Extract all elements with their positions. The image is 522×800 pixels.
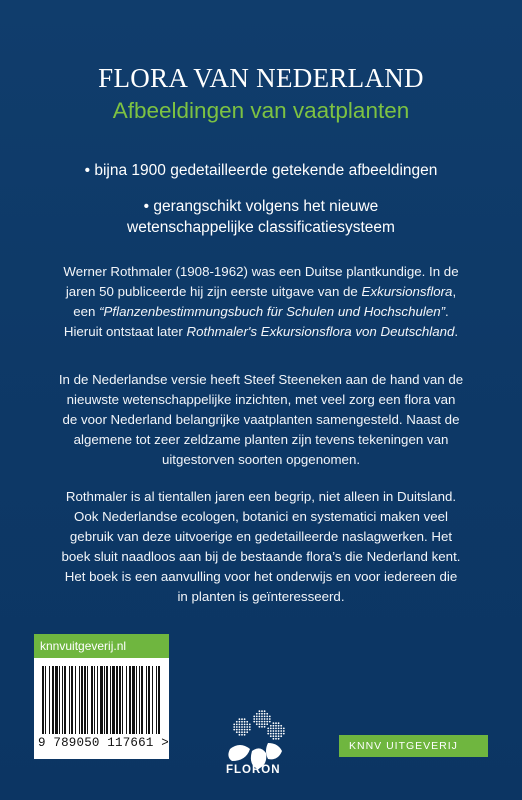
barcode-icon: [42, 666, 161, 734]
paragraph1-text-3: . Hieruit ontstaat later: [63, 304, 449, 339]
paragraph1-italic-2: “Pflanzenbestimmungsbuch für Schulen und Hochschulen”: [99, 304, 446, 319]
book-subtitle: Afbeeldingen van vaatplanten: [112, 98, 410, 123]
bullet-illustrations: • bijna 1900 gedetailleerde getekende afbeeldingen: [84, 162, 438, 179]
paragraph1-text-4: .: [454, 324, 459, 339]
bullet-classification: [60, 196, 462, 238]
paragraph1-italic-1: Exkursionsflora: [361, 284, 453, 299]
book-title: FLORA VAN NEDERLAND: [98, 63, 424, 93]
barcode: [34, 658, 169, 759]
bullet-classification-line2: wetenschappelijke classificatiesysteem: [127, 219, 395, 236]
paragraph1-text-1: Werner Rothmaler (1908-1962) was een Duitse plantkundige. In de jaren 50 publiceerde hij zijn eerste uitgave van de: [63, 264, 459, 299]
paragraph-dutch-version: In de Nederlandse versie heeft Steef Steeneken aan de hand van de nieuwste wetenschappelijke inzichten, met veel zorg een flora van de voor Nederland belangrijke vaatplanten samengesteld. Naast de algemene tot zeer zeldzame planten zijn tevens tekeningen van uitgestorven soorten opgenomen.: [58, 372, 464, 467]
paragraph1-text-2: , een: [73, 284, 457, 319]
publisher-url: knnvuitgeverij.nl: [34, 634, 169, 658]
paragraph-reputation: Rothmaler is al tientallen jaren een begrip, niet alleen in Duitsland. Ook Nederlandse ecologen, botanici en systematici maken veel gebruik van deze uitvoerige en gedetailleerde naslagwerken. Het boek sluit naadloos aan bij de bestaande flora’s die Nederland kent. Het boek is een aanvulling voor het onderwijs en voor iedereen die in planten is geïnteresseerd.: [61, 489, 461, 604]
paragraph-rothmaler-history: [58, 262, 464, 342]
floron-logo-text: FLORON: [226, 764, 281, 776]
bullet-classification-line1: • gerangschikt volgens het nieuwe: [143, 198, 379, 215]
publisher-name: KNNV UITGEVERIJ: [339, 735, 488, 757]
paragraph1-italic-3: Rothmaler's Exkursionsflora von Deutschland: [186, 324, 455, 339]
isbn-number: 9 789050 117661 >: [38, 736, 169, 750]
